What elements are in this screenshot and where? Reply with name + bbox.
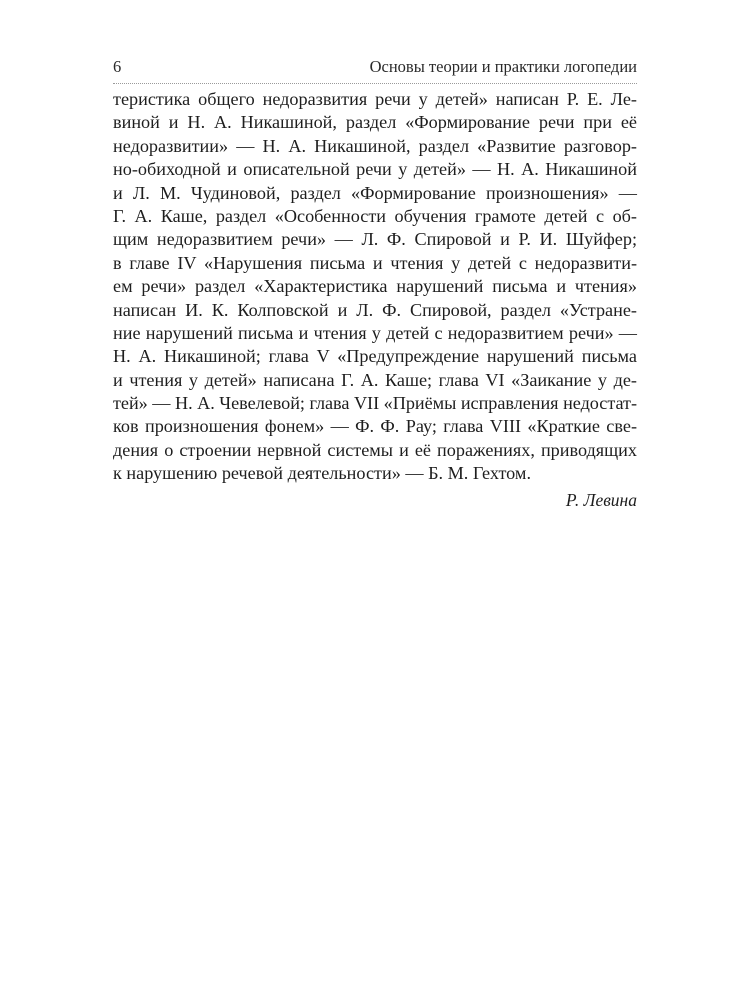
text-line: дения о строении нервной системы и её поражениях, приводящих: [113, 439, 637, 460]
text-line: и Л. М. Чудиновой, раздел «Формирование произношения» —: [113, 182, 637, 203]
header-dotted-rule: [113, 83, 637, 84]
text-line: Г. А. Каше, раздел «Особенности обучения грамоте детей с об-: [113, 205, 637, 226]
text-line: теристика общего недоразвития речи у детей» написан Р. Е. Ле-: [113, 89, 637, 109]
text-line: тей» — Н. А. Чевелевой; глава VII «Приёмы исправления недостат-: [113, 393, 637, 414]
text-line: ние нарушений письма и чтения у детей с недоразвитием речи» —: [113, 322, 637, 343]
body-paragraph: [113, 88, 637, 486]
text-line: виной и Н. А. Никашиной, раздел «Формирование речи при её: [113, 112, 637, 133]
text-line: к нарушению речевой деятельности» — Б. М. Гехтом.: [113, 463, 531, 484]
text-line: недоразвитии» — Н. А. Никашиной, раздел «Развитие разговор-: [113, 135, 637, 156]
text-line: в главе IV «Нарушения письма и чтения у детей с недоразвити-: [113, 252, 637, 273]
text-line: но-обиходной и описательной речи у детей» — Н. А. Никашиной: [113, 159, 637, 180]
text-line: и чтения у детей» написана Г. А. Каше; глава VI «Заикание у де-: [113, 369, 637, 390]
book-title: Основы теории и практики логопедии: [369, 57, 637, 76]
text-line: щим недоразвитием речи» — Л. Ф. Спировой и Р. И. Шуйфер;: [113, 229, 637, 250]
page-number: 6: [113, 57, 122, 76]
author-signature: Р. Левина: [565, 490, 637, 510]
text-line: Н. А. Никашиной; глава V «Предупреждение нарушений письма: [113, 346, 637, 367]
text-line: написан И. К. Колповской и Л. Ф. Спировой, раздел «Устране-: [113, 299, 637, 320]
running-head: [113, 56, 637, 78]
text-line: ем речи» раздел «Характеристика нарушений письма и чтения»: [113, 276, 637, 297]
text-line: ков произношения фонем» — Ф. Ф. Рау; глава VIII «Краткие све-: [113, 416, 637, 437]
